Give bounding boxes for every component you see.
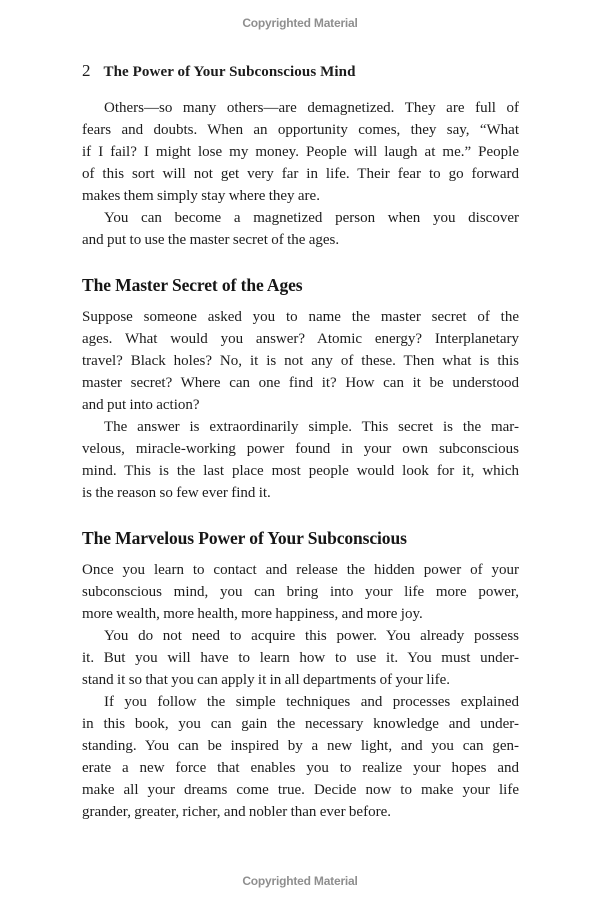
copyright-notice-bottom: Copyrighted Material [242, 874, 358, 888]
text-line: You can become a magnetized person when you discover [104, 210, 519, 226]
text-line: and put to use the master secret of the ages. [82, 232, 340, 248]
text-line: it. But you will have to learn how to use it. You must under- [82, 650, 519, 666]
copyright-notice-top: Copyrighted Material [242, 16, 358, 30]
text-line: velous, miracle-working power found in your own subconscious [82, 441, 519, 457]
paragraph [82, 306, 519, 416]
section-heading: The Marvelous Power of Your Subconscious [82, 528, 407, 548]
text-line: If you follow the simple techniques and processes explained [104, 694, 519, 710]
text-line: subconscious mind, you can bring into your life more power, [82, 584, 519, 600]
paragraph [82, 416, 519, 504]
paragraph [82, 691, 519, 823]
text-line: grander, greater, richer, and nobler than ever before. [82, 804, 391, 820]
text-line: erate a new force that enables you to realize your hopes and [82, 760, 519, 776]
text-line: of this sort will not get very far in life. Their fear to go forward [82, 166, 519, 182]
body-text [82, 97, 519, 823]
text-line: makes them simply stay where they are. [82, 188, 320, 204]
paragraph [82, 207, 519, 251]
running-title: The Power of Your Subconscious Mind [103, 64, 356, 80]
text-line: is the reason so few ever find it. [82, 485, 271, 501]
text-line: Others—so many others—are demagnetized. They are full of [104, 100, 519, 116]
text-line: Suppose someone asked you to name the master secret of the [82, 309, 519, 325]
text-line: in this book, you can gain the necessary knowledge and under- [82, 716, 519, 732]
text-line: more wealth, more health, more happiness, and more joy. [82, 606, 423, 622]
text-line: master secret? Where can one find it? How can it be understood [82, 375, 519, 391]
text-line: make all your dreams come true. Decide now to make your life [82, 782, 519, 798]
text-line: mind. This is the last place most people would look for it, which [82, 463, 519, 479]
text-line: The answer is extraordinarily simple. This secret is the mar- [104, 419, 519, 435]
paragraph [82, 559, 519, 625]
text-line: ages. What would you answer? Atomic energy? Interplanetary [82, 331, 519, 347]
text-line: fears and doubts. When an opportunity comes, they say, “What [82, 122, 519, 138]
paragraph [82, 625, 519, 691]
page-number: 2 [82, 61, 91, 80]
text-line: travel? Black holes? No, it is not any of these. Then what is this [82, 353, 519, 369]
text-line: You do not need to acquire this power. You already possess [104, 628, 519, 644]
text-line: if I fail? I might lose my money. People will laugh at me.” People [82, 144, 519, 160]
page-header [82, 60, 519, 83]
text-line: standing. You can be inspired by a new light, and you can gen- [82, 738, 519, 754]
text-line: stand it so that you can apply it in all departments of your life. [82, 672, 451, 688]
section-heading: The Master Secret of the Ages [82, 275, 303, 295]
text-line: and put into action? [82, 397, 200, 413]
page-content [82, 60, 519, 823]
text-line: Once you learn to contact and release the hidden power of your [82, 562, 519, 578]
paragraph [82, 97, 519, 207]
